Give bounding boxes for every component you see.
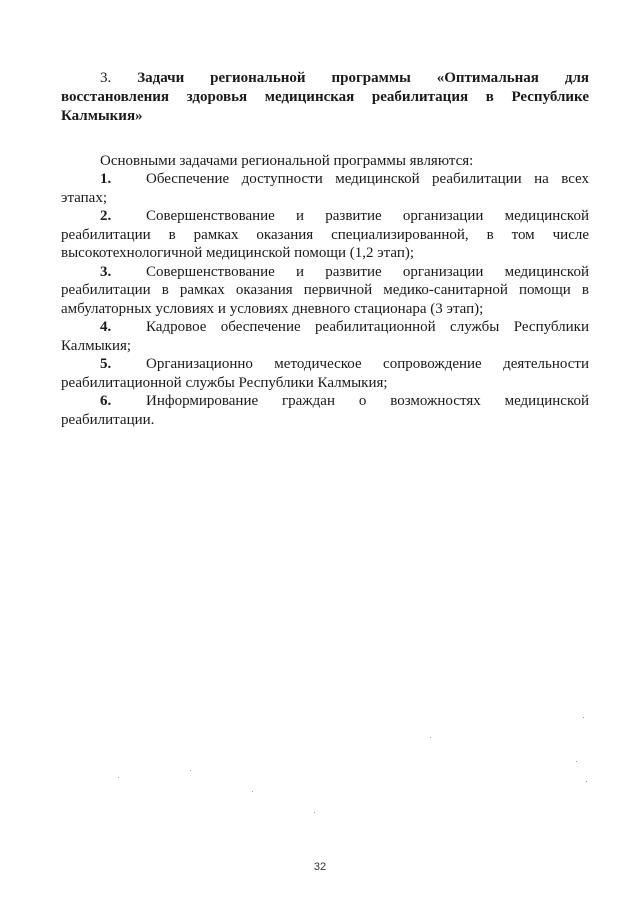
list-item bbox=[61, 170, 589, 207]
page-number: 32 bbox=[313, 861, 327, 873]
list-item-number: 6. bbox=[100, 393, 112, 409]
list-item-text: Кадровое обеспечение реабилитационной службы Республики Калмыкия; bbox=[61, 319, 589, 354]
tasks-list bbox=[61, 170, 589, 429]
scan-speck bbox=[430, 737, 431, 738]
document-page bbox=[61, 69, 589, 429]
scan-speck bbox=[583, 717, 584, 718]
list-item-text: Организационно методическое сопровождение деятельности реабилитационной службы Республики Калмыкия; bbox=[61, 356, 589, 391]
scan-speck bbox=[586, 781, 587, 782]
list-item bbox=[61, 392, 589, 429]
list-item-number: 1. bbox=[100, 171, 112, 187]
list-item-number: 3. bbox=[100, 263, 112, 280]
scan-speck bbox=[118, 777, 119, 778]
section-heading bbox=[61, 69, 589, 126]
section-number: 3. bbox=[100, 70, 112, 86]
list-item-text: Совершенствование и развитие организации медицинской реабилитации в рамках оказания специализированной, в том числе высокотехнологичной медицинской помощи (1,2 этап); bbox=[61, 208, 589, 261]
list-item bbox=[61, 355, 589, 392]
list-item bbox=[61, 207, 589, 263]
list-item-number: 2. bbox=[100, 208, 112, 224]
scan-speck bbox=[576, 761, 577, 762]
scan-speck bbox=[252, 791, 253, 792]
intro-paragraph: Основными задачами региональной программы являются: bbox=[100, 153, 474, 169]
list-item-text: Информирование граждан о возможностях медицинской реабилитации. bbox=[61, 393, 589, 428]
scan-speck bbox=[314, 812, 315, 813]
scan-speck bbox=[190, 770, 191, 771]
list-item bbox=[61, 263, 589, 319]
section-title: Задачи региональной программы «Оптимальная для восстановления здоровья медицинская реабилитация в Республике Калмыкия» bbox=[61, 70, 590, 124]
list-item-number: 4. bbox=[100, 319, 112, 335]
list-item-text: Обеспечение доступности медицинской реабилитации на всех этапах; bbox=[61, 171, 589, 206]
list-item bbox=[61, 318, 589, 355]
list-item-text: Совершенствование и развитие организации медицинской реабилитации в рамках оказания первичной медико-санитарной помощи в амбулаторных условиях и условиях дневного стационара (3 этап); bbox=[61, 263, 589, 317]
list-item-number: 5. bbox=[100, 356, 112, 372]
